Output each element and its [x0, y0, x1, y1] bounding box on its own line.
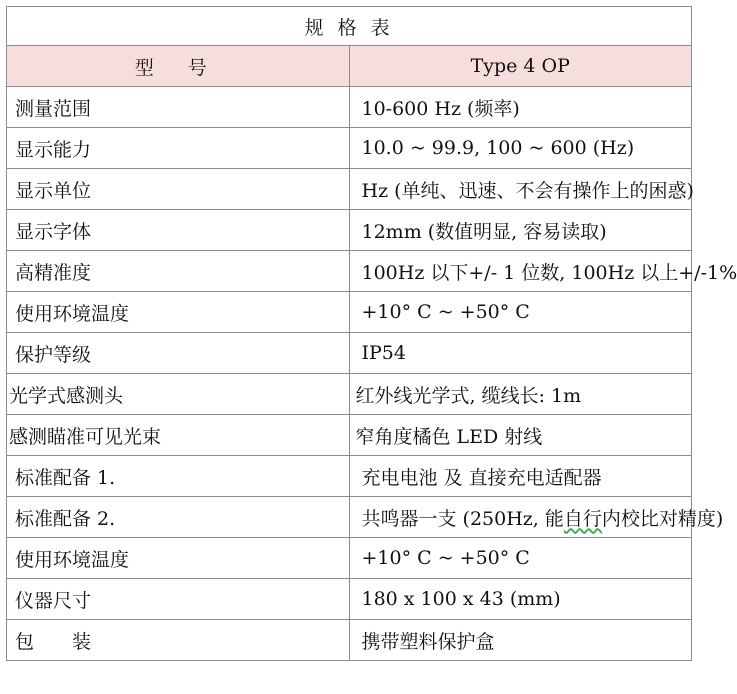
- table-row: [7, 210, 692, 251]
- table-header-row: [7, 46, 692, 87]
- row-label: 光学式感测头: [7, 374, 350, 415]
- row-value: 10-600 Hz (频率): [349, 87, 692, 128]
- table-row: [7, 579, 692, 620]
- table-title: 规 格 表: [7, 7, 692, 46]
- row-label: 显示能力: [7, 128, 350, 169]
- row-value: +10° C ~ +50° C: [349, 538, 692, 579]
- row-value-part: 内校比对精度): [601, 507, 724, 530]
- row-value: IP54: [349, 333, 692, 374]
- header-model-value: Type 4 OP: [349, 46, 692, 87]
- table-row: [7, 497, 692, 538]
- row-label: 感测瞄准可见光束: [7, 415, 350, 456]
- row-value: 携带塑料保护盒: [349, 620, 692, 661]
- row-label: 测量范围: [7, 87, 350, 128]
- table-row: [7, 333, 692, 374]
- row-value: 12mm (数值明显, 容易读取): [349, 210, 692, 251]
- row-label: 包 装: [7, 620, 350, 661]
- row-label: 保护等级: [7, 333, 350, 374]
- table-title-row: [7, 7, 692, 46]
- row-label: 显示字体: [7, 210, 350, 251]
- table-row: [7, 169, 692, 210]
- table-row: [7, 374, 692, 415]
- table-row: [7, 251, 692, 292]
- table-row: [7, 292, 692, 333]
- row-value-underlined: 自行: [563, 507, 602, 530]
- row-value: 充电电池 及 直接充电适配器: [349, 456, 692, 497]
- table-row: [7, 538, 692, 579]
- row-value-part: 共鸣器一支 (250Hz, 能: [361, 507, 564, 530]
- row-value: Hz (单纯、迅速、不会有操作上的困惑): [349, 169, 692, 210]
- row-label: 高精准度: [7, 251, 350, 292]
- table-row: [7, 128, 692, 169]
- row-value: 100Hz 以下+/- 1 位数, 100Hz 以上+/-1%: [349, 251, 692, 292]
- table-row: [7, 87, 692, 128]
- header-model-label: 型 号: [7, 46, 350, 87]
- row-label: 使用环境温度: [7, 292, 350, 333]
- row-label: 仪器尺寸: [7, 579, 350, 620]
- row-value: 红外线光学式, 缆线长: 1m: [349, 374, 692, 415]
- spec-sheet: [6, 6, 737, 686]
- row-label: 显示单位: [7, 169, 350, 210]
- row-label: 标准配备 2.: [7, 497, 350, 538]
- row-label: 标准配备 1.: [7, 456, 350, 497]
- row-value: 10.0 ~ 99.9, 100 ~ 600 (Hz): [349, 128, 692, 169]
- row-value: [349, 497, 724, 538]
- table-row: [7, 456, 692, 497]
- row-value: +10° C ~ +50° C: [349, 292, 692, 333]
- spec-table: [6, 6, 737, 661]
- row-value: 180 x 100 x 43 (mm): [349, 579, 692, 620]
- table-row: [7, 415, 692, 456]
- row-value: 窄角度橘色 LED 射线: [349, 415, 692, 456]
- row-label: 使用环境温度: [7, 538, 350, 579]
- table-row: [7, 620, 692, 661]
